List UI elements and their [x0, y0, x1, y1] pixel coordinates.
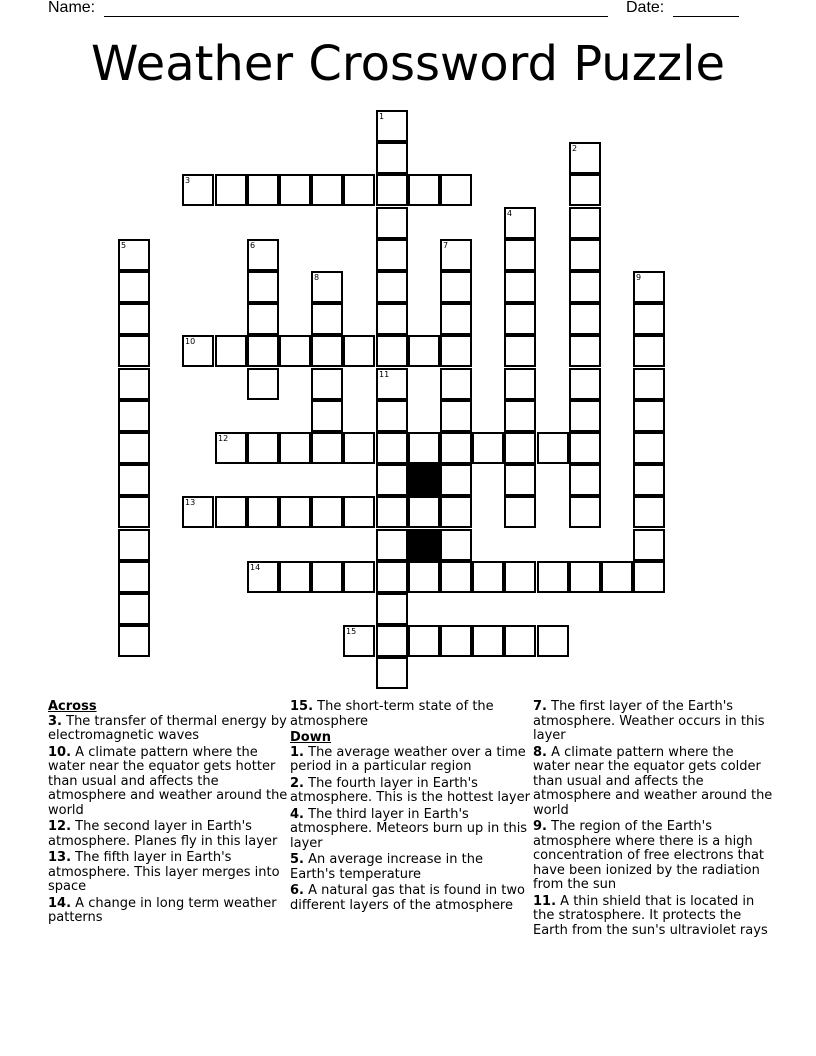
- grid-cell[interactable]: [182, 496, 214, 528]
- grid-cell[interactable]: [376, 561, 408, 593]
- grid-cell[interactable]: [247, 368, 279, 400]
- clue-across-10: 10. A climate pattern where the water near the equator gets hotter than usual and affects the atmosphere and weather around the world: [48, 744, 288, 818]
- grid-cell[interactable]: [569, 174, 601, 206]
- grid-cell[interactable]: [376, 110, 408, 142]
- grid-cell[interactable]: [537, 625, 569, 657]
- grid-cell[interactable]: [247, 335, 279, 367]
- grid-cell[interactable]: [376, 400, 408, 432]
- grid-cell[interactable]: [376, 625, 408, 657]
- grid-cell[interactable]: [247, 271, 279, 303]
- grid-cell[interactable]: [504, 239, 536, 271]
- grid-cell[interactable]: [601, 561, 633, 593]
- clue-down-1: 1. The average weather over a time period in a particular region: [290, 744, 526, 774]
- grid-cell[interactable]: [408, 625, 440, 657]
- grid-cell[interactable]: [408, 496, 440, 528]
- grid-cell[interactable]: [440, 400, 472, 432]
- grid-cell[interactable]: [633, 271, 665, 303]
- grid-cell[interactable]: [440, 239, 472, 271]
- grid-cell[interactable]: [215, 335, 247, 367]
- grid-cell[interactable]: [118, 271, 150, 303]
- grid-cell[interactable]: [311, 432, 343, 464]
- clue-number-4: 4: [507, 209, 513, 218]
- clue-number-5: 5: [121, 241, 127, 250]
- grid-cell[interactable]: [504, 335, 536, 367]
- grid-cell[interactable]: [440, 174, 472, 206]
- grid-cell[interactable]: [311, 271, 343, 303]
- grid-cell[interactable]: [440, 625, 472, 657]
- grid-cell[interactable]: [504, 496, 536, 528]
- grid-cell[interactable]: [633, 464, 665, 496]
- clue-across-13: 13. The fifth layer in Earth's atmosphere. This layer merges into space: [48, 850, 280, 894]
- page-title: Weather Crossword Puzzle: [91, 36, 725, 92]
- grid-cell[interactable]: [440, 496, 472, 528]
- grid-cell[interactable]: [343, 496, 375, 528]
- clue-number-9: 9: [636, 273, 642, 282]
- grid-cell[interactable]: [376, 335, 408, 367]
- grid-cell[interactable]: [633, 529, 665, 561]
- grid-cell[interactable]: [633, 432, 665, 464]
- grid-cell[interactable]: [247, 303, 279, 335]
- clue-down-11: 11. A thin shield that is located in the stratosphere. It protects the Earth from the sun's ultraviolet rays: [533, 893, 768, 938]
- grid-cell[interactable]: [311, 368, 343, 400]
- clue-number-3: 3: [185, 176, 191, 185]
- grid-cell[interactable]: [118, 239, 150, 271]
- grid-cell[interactable]: [569, 400, 601, 432]
- grid-cell[interactable]: [376, 207, 408, 239]
- grid-cell[interactable]: [633, 303, 665, 335]
- grid-cell[interactable]: [569, 207, 601, 239]
- grid-cell[interactable]: [343, 335, 375, 367]
- clue-number-12: 12: [218, 434, 229, 443]
- clues-column-1: [48, 700, 288, 928]
- grid-cell[interactable]: [376, 271, 408, 303]
- grid-cell[interactable]: [376, 368, 408, 400]
- clues-column-2: [290, 700, 530, 915]
- grid-cell[interactable]: [408, 335, 440, 367]
- grid-cell[interactable]: [311, 496, 343, 528]
- clue-number-10: 10: [185, 337, 196, 346]
- grid-cell[interactable]: [376, 432, 408, 464]
- clues-column-3: [533, 700, 773, 940]
- grid-cell[interactable]: [215, 496, 247, 528]
- grid-cell[interactable]: [118, 496, 150, 528]
- clue-down-5: 5. An average increase in the Earth's temperature: [290, 852, 483, 882]
- grid-cell[interactable]: [376, 496, 408, 528]
- grid-cell[interactable]: [118, 432, 150, 464]
- down-heading: Down: [290, 730, 331, 745]
- grid-cell[interactable]: [633, 400, 665, 432]
- black-cell: [408, 529, 440, 561]
- grid-cell[interactable]: [569, 496, 601, 528]
- grid-cell[interactable]: [118, 368, 150, 400]
- grid-cell[interactable]: [504, 303, 536, 335]
- grid-cell[interactable]: [376, 657, 408, 689]
- grid-cell[interactable]: [376, 303, 408, 335]
- grid-cell[interactable]: [408, 432, 440, 464]
- grid-cell[interactable]: [118, 335, 150, 367]
- grid-cell[interactable]: [376, 464, 408, 496]
- grid-cell[interactable]: [376, 142, 408, 174]
- grid-cell[interactable]: [118, 303, 150, 335]
- grid-cell[interactable]: [472, 625, 504, 657]
- grid-cell[interactable]: [633, 496, 665, 528]
- grid-cell[interactable]: [440, 368, 472, 400]
- clue-number-15: 15: [346, 627, 357, 636]
- clue-down-7: 7. The first layer of the Earth's atmosphere. Weather occurs in this layer: [533, 699, 765, 743]
- grid-cell[interactable]: [569, 432, 601, 464]
- grid-cell[interactable]: [182, 335, 214, 367]
- grid-cell[interactable]: [440, 464, 472, 496]
- grid-cell[interactable]: [537, 561, 569, 593]
- grid-cell[interactable]: [376, 593, 408, 625]
- grid-cell[interactable]: [182, 174, 214, 206]
- grid-cell[interactable]: [279, 561, 311, 593]
- grid-cell[interactable]: [440, 432, 472, 464]
- grid-cell[interactable]: [569, 271, 601, 303]
- grid-cell[interactable]: [472, 561, 504, 593]
- grid-cell[interactable]: [504, 271, 536, 303]
- across-heading: Across: [48, 699, 97, 714]
- grid-cell[interactable]: [569, 464, 601, 496]
- grid-cell[interactable]: [408, 561, 440, 593]
- grid-cell[interactable]: [633, 368, 665, 400]
- grid-cell[interactable]: [440, 271, 472, 303]
- grid-cell[interactable]: [537, 432, 569, 464]
- clue-number-8: 8: [314, 273, 320, 282]
- clue-number-13: 13: [185, 498, 196, 507]
- grid-cell[interactable]: [440, 529, 472, 561]
- clue-number-7: 7: [443, 241, 449, 250]
- grid-cell[interactable]: [311, 174, 343, 206]
- grid-cell[interactable]: [633, 561, 665, 593]
- grid-cell[interactable]: [504, 368, 536, 400]
- grid-cell[interactable]: [311, 400, 343, 432]
- clue-down-9: 9. The region of the Earth's atmosphere where there is a high concentration of free electrons that have been ionized by the radiation from the sun: [533, 819, 765, 892]
- grid-cell[interactable]: [247, 561, 279, 593]
- clue-across-14: 14. A change in long term weather patterns: [48, 895, 277, 925]
- grid-cell[interactable]: [376, 239, 408, 271]
- clue-across-15: 15. The short-term state of the atmosphere: [290, 699, 494, 729]
- clue-number-11: 11: [379, 370, 390, 379]
- clue-number-6: 6: [250, 241, 256, 250]
- name-label: Name:: [48, 0, 96, 16]
- grid-cell[interactable]: [343, 625, 375, 657]
- clue-down-6: 6. A natural gas that is found in two different layers of the atmosphere: [290, 883, 525, 913]
- grid-cell[interactable]: [343, 561, 375, 593]
- grid-cell[interactable]: [118, 529, 150, 561]
- clue-across-3: 3. The transfer of thermal energy by electromagnetic waves: [48, 713, 287, 743]
- grid-cell[interactable]: [279, 335, 311, 367]
- grid-cell[interactable]: [118, 561, 150, 593]
- grid-cell[interactable]: [311, 561, 343, 593]
- grid-cell[interactable]: [569, 239, 601, 271]
- grid-cell[interactable]: [569, 561, 601, 593]
- clue-down-2: 2. The fourth layer in Earth's atmosphere. This is the hottest layer: [290, 775, 530, 805]
- clue-number-2: 2: [572, 144, 578, 153]
- grid-cell[interactable]: [247, 174, 279, 206]
- grid-cell[interactable]: [118, 593, 150, 625]
- clue-down-4: 4. The third layer in Earth's atmosphere. Meteors burn up in this layer: [290, 806, 528, 851]
- grid-cell[interactable]: [247, 496, 279, 528]
- grid-cell[interactable]: [569, 368, 601, 400]
- grid-cell[interactable]: [569, 335, 601, 367]
- grid-cell[interactable]: [311, 303, 343, 335]
- clue-number-14: 14: [250, 563, 261, 572]
- clue-down-8: 8. A climate pattern where the water near the equator gets colder than usual and affects the atmosphere and weather around the world: [533, 744, 773, 818]
- grid-cell[interactable]: [504, 561, 536, 593]
- grid-cell[interactable]: [279, 174, 311, 206]
- grid-cell[interactable]: [504, 625, 536, 657]
- grid-cell[interactable]: [215, 174, 247, 206]
- grid-cell[interactable]: [118, 464, 150, 496]
- clue-across-12: 12. The second layer in Earth's atmosphere. Planes fly in this layer: [48, 819, 278, 849]
- grid-cell[interactable]: [311, 335, 343, 367]
- grid-cell[interactable]: [376, 529, 408, 561]
- grid-cell[interactable]: [569, 303, 601, 335]
- grid-cell[interactable]: [279, 432, 311, 464]
- grid-cell[interactable]: [376, 174, 408, 206]
- grid-cell[interactable]: [279, 496, 311, 528]
- grid-cell[interactable]: [440, 561, 472, 593]
- grid-cell[interactable]: [504, 400, 536, 432]
- grid-cell[interactable]: [408, 174, 440, 206]
- grid-cell[interactable]: [569, 142, 601, 174]
- grid-cell[interactable]: [440, 303, 472, 335]
- grid-cell[interactable]: [504, 432, 536, 464]
- grid-cell[interactable]: [215, 432, 247, 464]
- grid-cell[interactable]: [504, 207, 536, 239]
- grid-cell[interactable]: [247, 239, 279, 271]
- clue-number-1: 1: [379, 112, 385, 121]
- grid-cell[interactable]: [343, 174, 375, 206]
- date-label: Date:: [626, 0, 665, 16]
- grid-cell[interactable]: [118, 625, 150, 657]
- grid-cell[interactable]: [247, 432, 279, 464]
- grid-cell[interactable]: [504, 464, 536, 496]
- grid-cell[interactable]: [633, 335, 665, 367]
- grid-cell[interactable]: [118, 400, 150, 432]
- grid-cell[interactable]: [440, 335, 472, 367]
- grid-cell[interactable]: [343, 432, 375, 464]
- black-cell: [408, 464, 440, 496]
- grid-cell[interactable]: [472, 432, 504, 464]
